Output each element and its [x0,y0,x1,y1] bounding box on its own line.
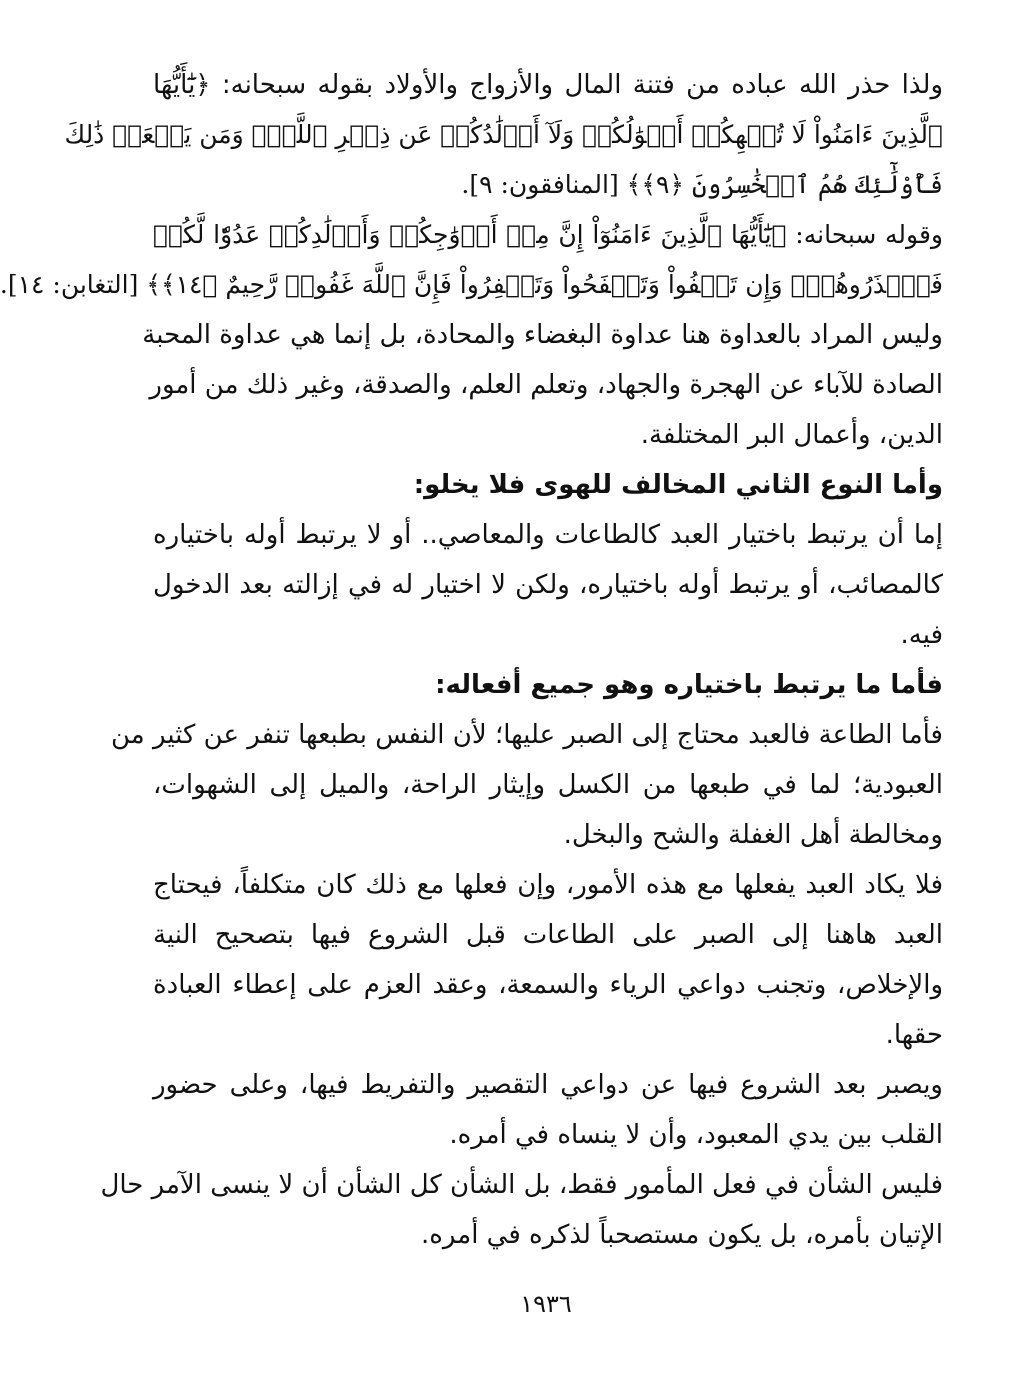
quran-verse-line-4: فَٱحۡذَرُوهُمۡۚ وَإِن تَعۡفُواْ وَتَصۡفَحُواْ وَتَغۡفِرُواْ فَإِنَّ ٱللَّهَ غَفُورٞ رَّحِيمٌ ﴿١٤﴾﴾ [التغابن: ١٤]. [0,270,943,299]
page-number: ١٩٣٦ [520,1290,572,1318]
paragraph-choice-line-1: إما أن يرتبط باختيار العبد كالطاعات والمعاصي.. أو لا يرتبط أوله باختياره [153,520,943,550]
page-body [0,60,943,1260]
paragraph-patience-line-4: حقها. [885,1020,943,1050]
paragraph-obedience-line-1: فأما الطاعة فالعبد محتاج إلى الصبر عليها؛ لأن النفس بطبعها تنفر عن كثير من [111,720,943,750]
paragraph-choice-line-2: كالمصائب، أو يرتبط أوله باختياره، ولكن لا اختيار له في إزالته بعد الدخول [153,570,943,600]
paragraph-patience-line-1: فلا يكاد العبد يفعلها مع هذه الأمور، وإن فعلها مع ذلك كان متكلفاً، فيحتاج [153,870,943,900]
paragraph-during-line-2: القلب بين يدي المعبود، وأن لا ينساه في أمره. [449,1120,943,1150]
paragraph-during-line-1: ويصبر بعد الشروع فيها عن دواعي التقصير والتفريط فيها، وعلى حضور [153,1070,943,1100]
paragraph-patience-line-3: والإخلاص، وتجنب دواعي الرياء والسمعة، وعقد العزم على إعطاء العبادة [153,970,943,1000]
paragraph-enmity-line-2: الصادة للآباء عن الهجرة والجهاد، وتعلم العلم، والصدقة، وغير ذلك من أمور [149,370,943,400]
text-line-1: ولذا حذر الله عباده من فتنة المال والأزواج والأولاد بقوله سبحانه: ﴿يَٰٓأَيُّهَا [153,70,943,100]
section-heading-actions: فأما ما يرتبط باختياره وهو جميع أفعاله: [435,670,943,700]
quran-verse-line-3: وقوله سبحانه: ﴿يَٰٓأَيُّهَا ٱلَّذِينَ ءَامَنُوٓاْ إِنَّ مِنۡ أَزۡوَٰجِكُمۡ وَأَوۡلَٰدِكُمۡ عَدُوّٗا لَّكُمۡ [153,220,943,249]
paragraph-enmity-line-3: الدين، وأعمال البر المختلفة. [640,420,943,450]
quran-verse-line-2: فَأُوْلَٰٓئِكَ هُمُ ٱلۡخَٰسِرُونَ ﴿٩﴾﴾ [المنافقون: ٩]. [461,170,943,199]
paragraph-enmity-line-1: وليس المراد بالعداوة هنا عداوة البغضاء والمحادة، بل إنما هي عداوة المحبة [142,320,943,350]
paragraph-patience-line-2: العبد هاهنا إلى الصبر على الطاعات قبل الشروع فيها بتصحيح النية [153,920,943,950]
paragraph-obedience-line-2: العبودية؛ لما في طبعها من الكسل وإيثار الراحة، والميل إلى الشهوات، [153,770,943,800]
paragraph-obedience-line-3: ومخالطة أهل الغفلة والشح والبخل. [563,820,943,850]
section-heading-second-type: وأما النوع الثاني المخالف للهوى فلا يخلو: [413,470,943,500]
paragraph-matter-line-2: الإتيان بأمره، بل يكون مستصحباً لذكره في أمره. [421,1220,943,1250]
paragraph-choice-line-3: فيه. [900,620,943,650]
quran-verse-line-1: ٱلَّذِينَ ءَامَنُواْ لَا تُلۡهِكُمۡ أَمۡوَٰلُكُمۡ وَلَآ أَوۡلَٰدُكُمۡ عَن ذِكۡرِ ٱللَّهِۚ وَمَن يَفۡعَلۡ ذَٰلِكَ [64,120,943,149]
paragraph-matter-line-1: فليس الشأن في فعل المأمور فقط، بل الشأن كل الشأن أن لا ينسى الآمر حال [100,1170,943,1200]
